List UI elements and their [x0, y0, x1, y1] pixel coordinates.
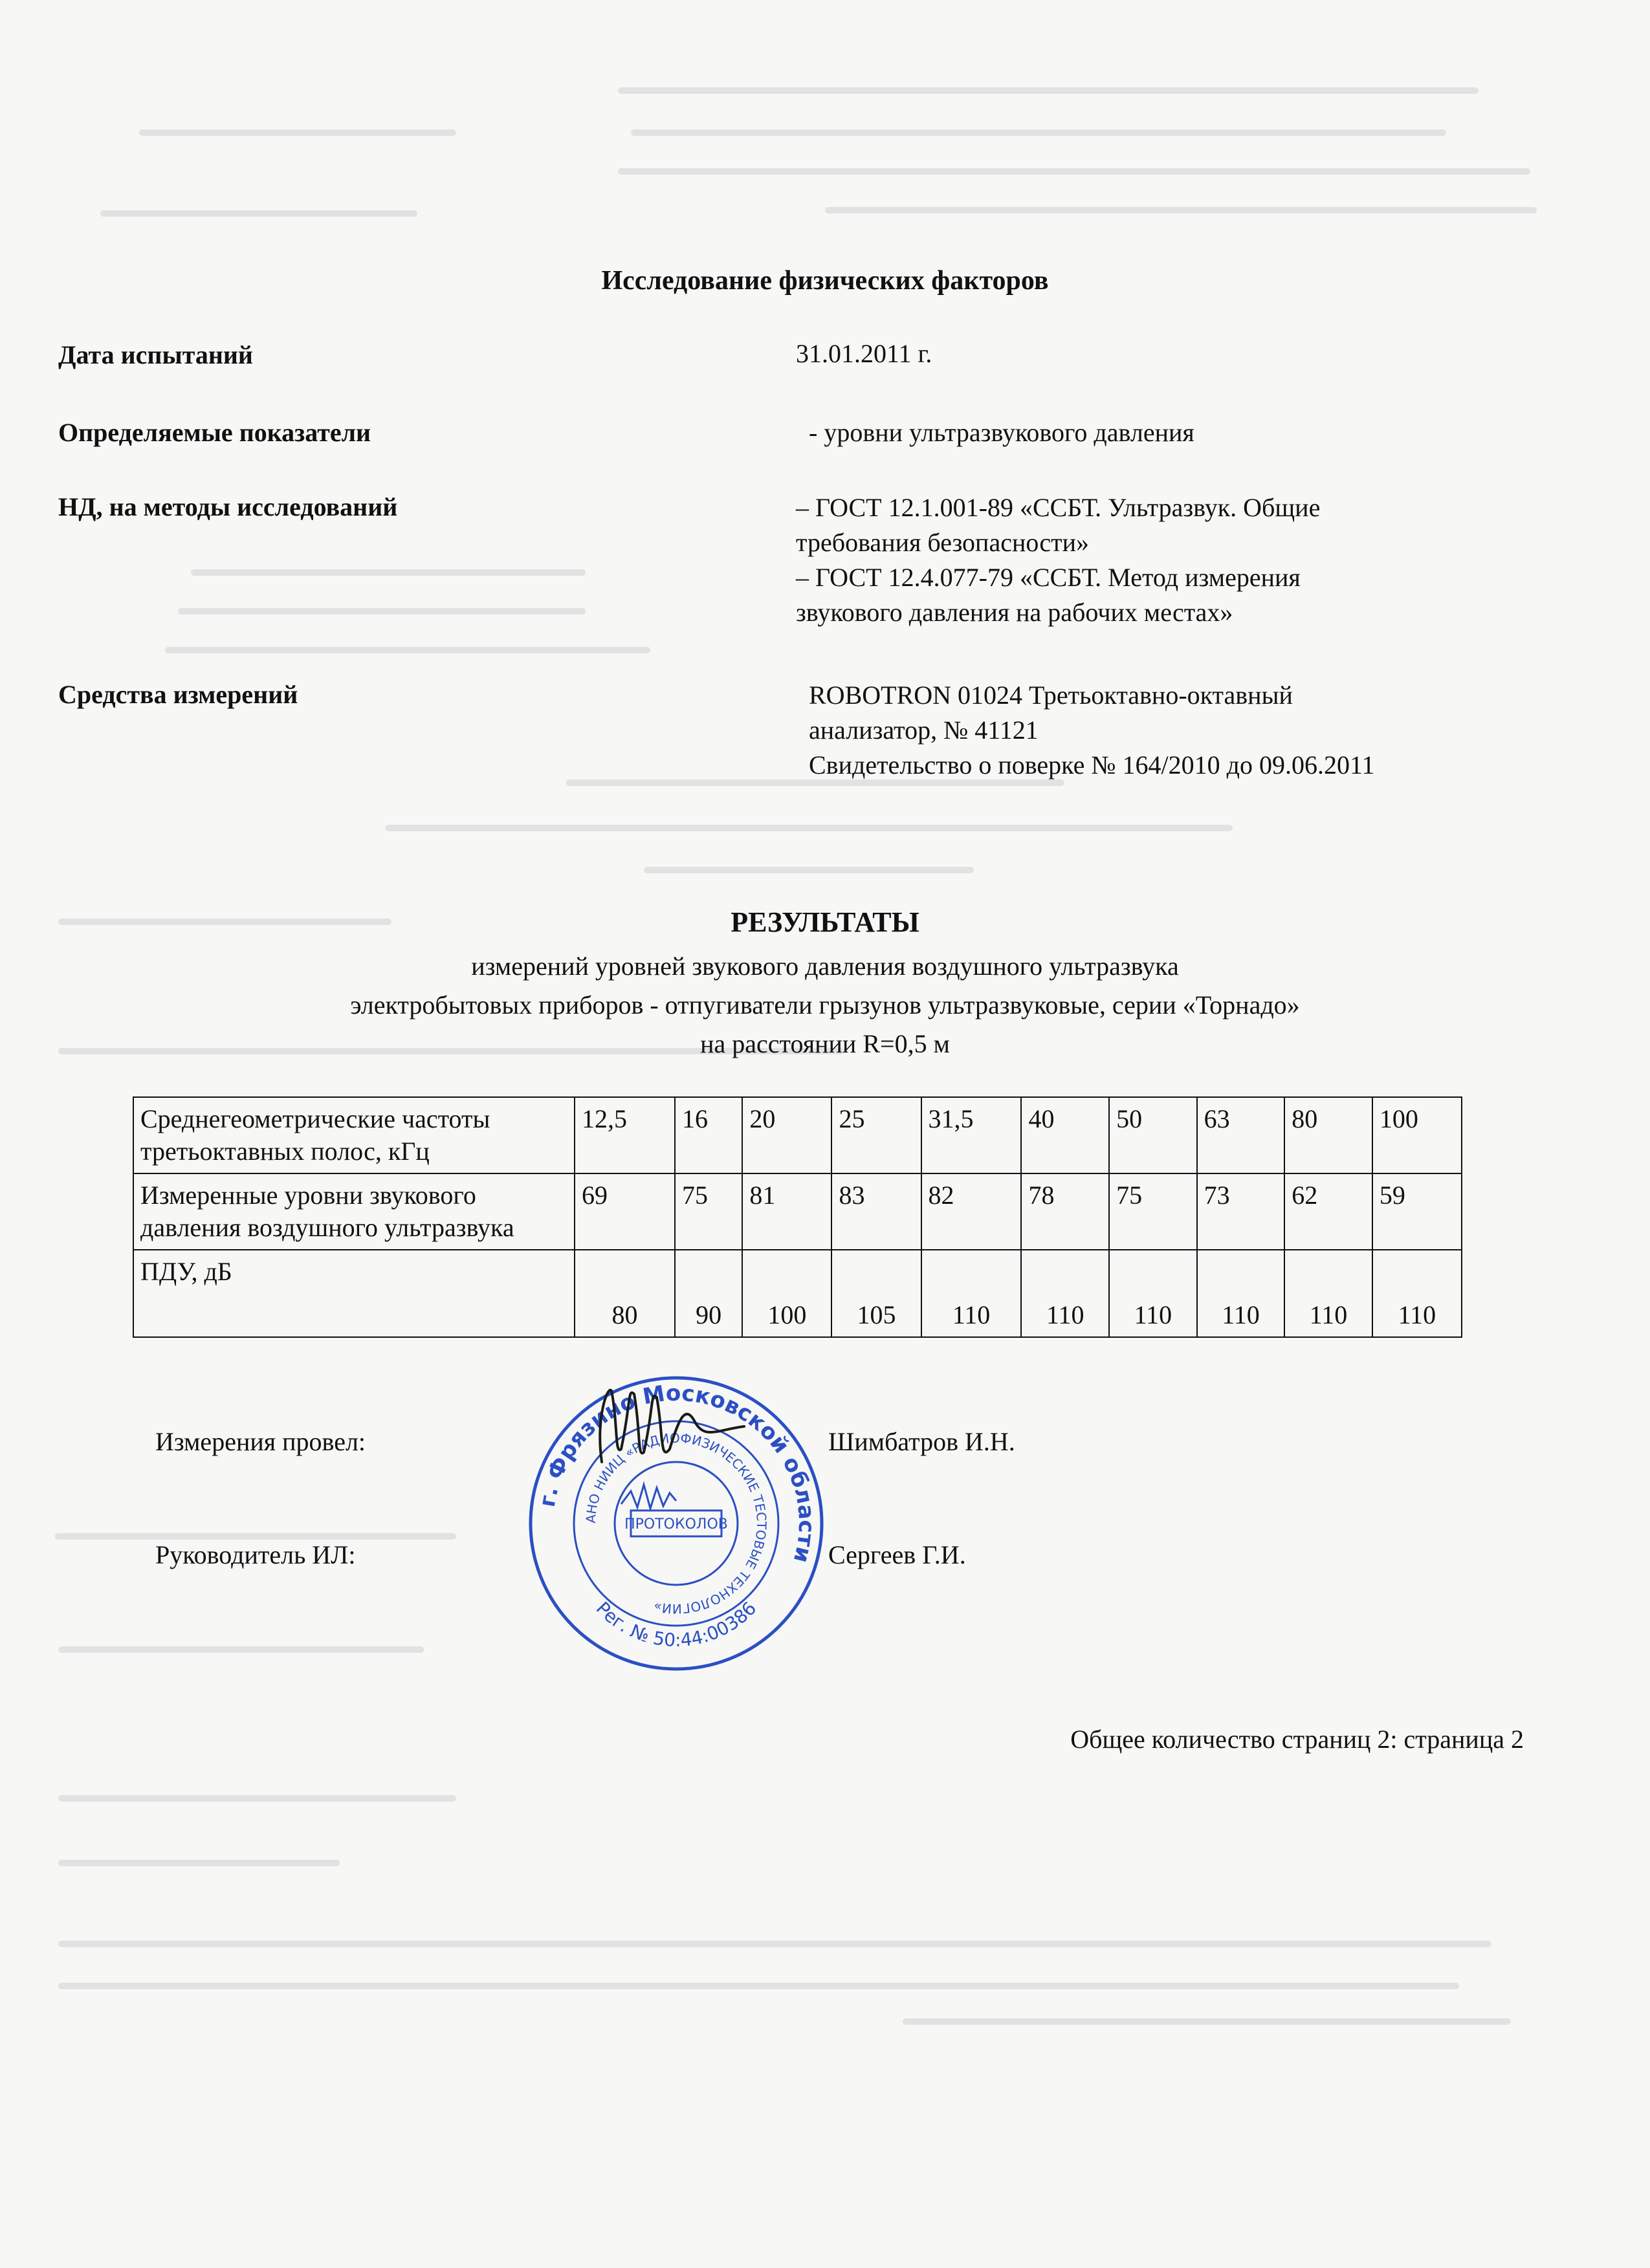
table-cell: 20	[742, 1097, 831, 1173]
table-cell: 75	[1109, 1173, 1197, 1250]
table-cell: 62	[1284, 1173, 1372, 1250]
results-subtitle-line: на расстоянии R=0,5 м	[700, 1029, 950, 1058]
table-cell: 69	[575, 1173, 675, 1250]
table-row-measured-levels	[133, 1173, 1462, 1250]
field-value-instruments	[809, 678, 1375, 783]
table-cell: 63	[1197, 1097, 1285, 1173]
stamp-reg-text: Рег. № 50:44:00386	[591, 1597, 761, 1652]
results-table	[133, 1096, 1462, 1338]
table-cell: 110	[1109, 1250, 1197, 1337]
stamp-center-text: ПРОТОКОЛОВ	[624, 1516, 728, 1532]
page-count: Общее количество страниц 2: страница 2	[1070, 1725, 1524, 1754]
field-value-methods	[796, 490, 1320, 630]
row-label-pdu: ПДУ, дБ	[133, 1250, 575, 1337]
table-cell: 80	[575, 1250, 675, 1337]
lab-head-name: Сергеев Г.И.	[828, 1540, 966, 1569]
row-label-measured-levels: Измеренные уровни звукового давления воздушного ультразвука	[133, 1173, 575, 1250]
measured-by-label: Измерения провел:	[155, 1427, 366, 1456]
value-line: требования безопасности»	[796, 528, 1089, 557]
table-cell: 50	[1109, 1097, 1197, 1173]
table-cell: 110	[921, 1250, 1022, 1337]
table-cell: 110	[1197, 1250, 1285, 1337]
table-cell: 100	[742, 1250, 831, 1337]
results-subtitle-line: электробытовых приборов - отпугиватели грызунов ультразвуковые, серии «Торнадо»	[350, 990, 1300, 1020]
table-cell: 25	[831, 1097, 921, 1173]
stamp-outer-text: г. Фрязино Московской области	[534, 1380, 820, 1565]
table-cell: 16	[675, 1097, 742, 1173]
table-row-frequencies	[133, 1097, 1462, 1173]
document-title: Исследование физических факторов	[601, 266, 1049, 296]
field-value-indicators	[809, 415, 1194, 450]
table-cell: 100	[1372, 1097, 1462, 1173]
stamp-inner-text: АНО НИИЦ «РАДИОФИЗИЧЕСКИЕ ТЕСТОВЫЕ ТЕХНОЛОГИИ»	[582, 1430, 770, 1617]
table-cell: 73	[1197, 1173, 1285, 1250]
handwritten-signature	[582, 1378, 764, 1475]
table-cell: 110	[1372, 1250, 1462, 1337]
table-cell: 75	[675, 1173, 742, 1250]
value-line: – ГОСТ 12.1.001-89 «ССБТ. Ультразвук. Общие	[796, 493, 1321, 522]
measured-by-name: Шимбатров И.Н.	[828, 1427, 1015, 1456]
table-cell: 110	[1021, 1250, 1109, 1337]
table-cell: 90	[675, 1250, 742, 1337]
field-label-methods: НД, на методы исследований	[58, 492, 398, 521]
value-line: 31.01.2011 г.	[796, 339, 932, 368]
value-line: - уровни ультразвукового давления	[809, 418, 1194, 447]
value-line: Свидетельство о поверке № 164/2010 до 09.06.2011	[809, 750, 1375, 780]
value-line: ROBOTRON 01024 Третьоктавно-октавный	[809, 681, 1293, 710]
table-row-pdu	[133, 1250, 1462, 1337]
table-cell: 81	[742, 1173, 831, 1250]
table-cell: 80	[1284, 1097, 1372, 1173]
table-cell: 31,5	[921, 1097, 1022, 1173]
field-label-indicators: Определяемые показатели	[58, 418, 371, 447]
table-cell: 110	[1284, 1250, 1372, 1337]
results-title: РЕЗУЛЬТАТЫ	[731, 906, 919, 938]
table-cell: 78	[1021, 1173, 1109, 1250]
results-subtitle-line: измерений уровней звукового давления воздушного ультразвука	[471, 952, 1179, 981]
field-label-test-date: Дата испытаний	[58, 340, 253, 369]
table-cell: 12,5	[575, 1097, 675, 1173]
value-line: – ГОСТ 12.4.077-79 «ССБТ. Метод измерения	[796, 563, 1301, 592]
row-label-frequencies: Среднегеометрические частоты третьоктавных полос, кГц	[133, 1097, 575, 1173]
table-cell: 83	[831, 1173, 921, 1250]
lab-head-label: Руководитель ИЛ:	[155, 1540, 356, 1569]
table-cell: 59	[1372, 1173, 1462, 1250]
table-cell: 105	[831, 1250, 921, 1337]
value-line: анализатор, № 41121	[809, 715, 1039, 745]
field-value-test-date	[796, 336, 932, 371]
table-cell: 82	[921, 1173, 1022, 1250]
value-line: звукового давления на рабочих местах»	[796, 598, 1233, 627]
table-cell: 40	[1021, 1097, 1109, 1173]
field-label-instruments: Средства измерений	[58, 680, 298, 709]
